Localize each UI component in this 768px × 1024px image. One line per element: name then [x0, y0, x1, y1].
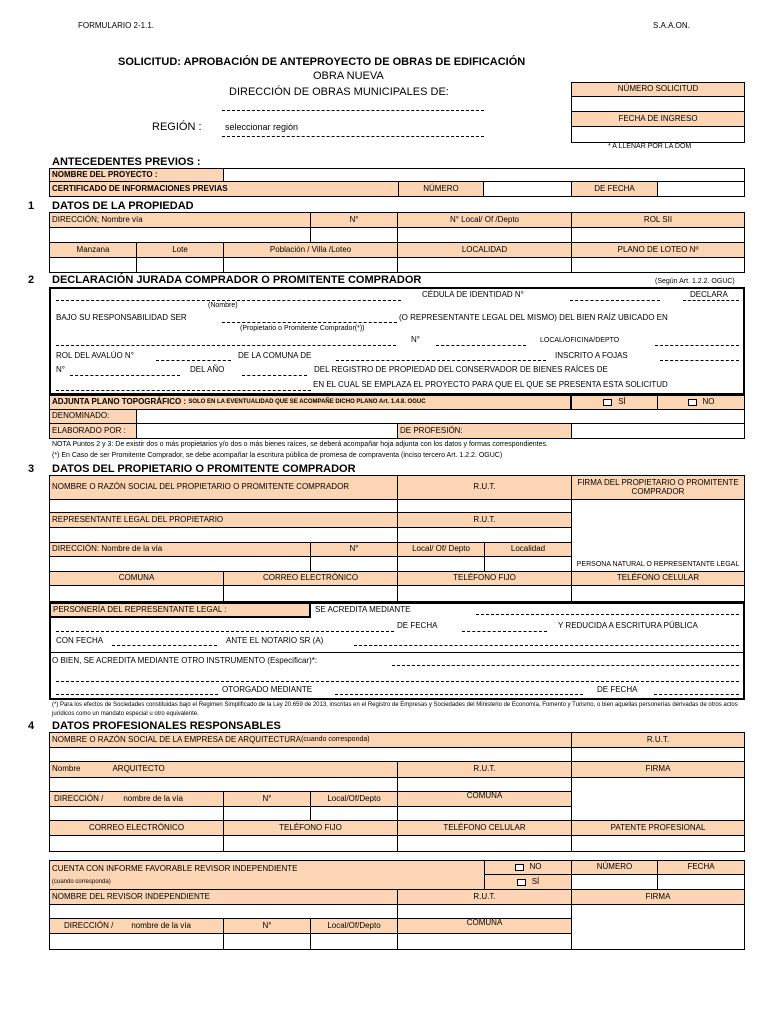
- rol-label: ROL SII: [571, 212, 745, 228]
- prop-direccion-input[interactable]: [49, 556, 311, 572]
- calidad-field[interactable]: [222, 322, 397, 323]
- bien-local-label: LOCAL/OFICINA/DEPTO: [540, 337, 620, 344]
- arq-local-input[interactable]: [310, 806, 398, 821]
- arq-patente-input[interactable]: [571, 835, 745, 852]
- local-label: N° Local/ Of /Depto: [397, 212, 572, 228]
- personeria-divider: [49, 652, 745, 653]
- region-select[interactable]: seleccionar región: [225, 122, 299, 132]
- manzana-label: Manzana: [49, 242, 137, 258]
- rev-local-input[interactable]: [310, 933, 398, 950]
- representante-rut-label: R.U.T.: [397, 512, 572, 528]
- arq-celular-input[interactable]: [397, 835, 572, 852]
- poblacion-input[interactable]: [223, 257, 398, 273]
- prop-direccion-label: DIRECCIÓN: Nombre de la vía: [49, 542, 311, 557]
- firma-propietario-box[interactable]: [571, 499, 745, 572]
- empresa-cuando: (cuando corresponda): [301, 736, 370, 744]
- region-line: [222, 136, 484, 137]
- rev-numero-input[interactable]: [223, 933, 311, 950]
- empresa-label-text: NOMBRE O RAZÓN SOCIAL DE LA EMPRESA DE ARQUITECTURA: [52, 734, 302, 744]
- representante-label: REPRESENTANTE LEGAL DEL PROPIETARIO: [49, 512, 398, 528]
- certificado-label: CERTIFICADO DE INFORMACIONES PREVIAS: [49, 181, 399, 197]
- prop-local-label: Local/ Of/ Depto: [397, 542, 485, 557]
- numero-solicitud-label: NÚMERO SOLICITUD: [571, 82, 745, 97]
- empresa-rut-label: R.U.T.: [571, 732, 745, 748]
- dom-field[interactable]: [222, 110, 484, 111]
- arq-direccion-label: [49, 791, 224, 807]
- nombre-proyecto-input[interactable]: [223, 168, 745, 182]
- cedula-field[interactable]: [570, 300, 660, 301]
- bajo-label: BAJO SU RESPONSABILIDAD SER: [56, 313, 187, 322]
- plano-no-option[interactable]: [657, 395, 745, 410]
- region-label: REGIÓN :: [152, 121, 202, 133]
- revisor-fecha-input[interactable]: [657, 874, 745, 890]
- revisor-informe-label: [49, 860, 485, 890]
- prop-comuna-input[interactable]: [49, 585, 224, 602]
- prop-local-input[interactable]: [397, 556, 485, 572]
- revisor-numero-label: NÚMERO: [571, 860, 658, 875]
- arquitecto-firma-label: FIRMA: [571, 761, 745, 778]
- anio-field[interactable]: [242, 375, 307, 376]
- otro-instrumento-field[interactable]: [392, 665, 739, 666]
- arquitecto-nombre-text: Nombre: [52, 764, 81, 774]
- nota-1: NOTA Puntos 2 y 3: De existir dos o más propietarios y/o dos o más bienes raíces, se deberá acompañar hoja adjunta con los datos y formas correspondientes.: [52, 441, 548, 448]
- arq-correo-label: CORREO ELECTRÓNICO: [49, 820, 224, 836]
- representante-label: (O REPRESENTANTE LEGAL DEL MISMO) DEL BIEN RAÍZ UBICADO EN: [399, 313, 668, 322]
- plano-input[interactable]: [571, 257, 745, 273]
- propietario-rut-input[interactable]: [397, 499, 572, 513]
- adjunta-plano-note: SOLO EN LA EVENTUALIDAD QUE SE ACOMPAÑE DICHO PLANO Art. 1.4.8. OGUC: [188, 399, 426, 406]
- rol-avaluo-label: ROL DEL AVALÚO N°: [56, 351, 134, 360]
- revisor-nombre-input[interactable]: [49, 904, 398, 919]
- revisor-si-label: SÍ: [531, 876, 540, 886]
- org-code: S.A.A.ON.: [653, 21, 690, 30]
- numero-solicitud-input[interactable]: [571, 96, 745, 112]
- acredita-field[interactable]: [476, 614, 739, 615]
- nombre-hint: (Nombre): [208, 302, 238, 309]
- otorgado-pre-field[interactable]: [56, 694, 218, 695]
- nota-2: (*) En Caso de ser Promitente Comprador, se debe acompañar la escritura pública de promesa de compraventa (inciso tercero Art. 1.2.2. OGUC): [52, 452, 503, 459]
- dom-label: DIRECCIÓN DE OBRAS MUNICIPALES DE:: [229, 86, 449, 98]
- rol-input[interactable]: [571, 227, 745, 243]
- plano-no-checkbox[interactable]: [688, 399, 697, 406]
- prop-numero-input[interactable]: [310, 556, 398, 572]
- rev-direccion-label: [49, 918, 224, 934]
- cip-fecha-input[interactable]: [657, 181, 745, 197]
- cip-numero-label: NÚMERO: [398, 181, 484, 197]
- section-4-title: DATOS PROFESIONALES RESPONSABLES: [52, 720, 281, 732]
- prop-localidad-label: Localidad: [484, 542, 572, 557]
- prop-numero-label: N°: [310, 542, 398, 557]
- direccion-bien-field[interactable]: [56, 345, 396, 346]
- arq-celular-label: TELÉFONO CELULAR: [397, 820, 572, 836]
- antecedentes-title: ANTECEDENTES PREVIOS :: [52, 156, 201, 168]
- prop-correo-label: CORREO ELECTRÓNICO: [223, 571, 398, 586]
- firma-propietario-label: FIRMA DEL PROPIETARIO O PROMITENTE COMPRADOR: [571, 475, 745, 500]
- acredita-label: SE ACREDITA MEDIANTE: [315, 605, 411, 614]
- otorgado-fecha-label: DE FECHA: [597, 685, 638, 694]
- direccion-label: DIRECCIÓN; Nombre vía: [49, 212, 311, 228]
- conservador-field[interactable]: [56, 390, 311, 391]
- plano-si-checkbox[interactable]: [603, 399, 612, 406]
- arq-comuna-input[interactable]: [397, 806, 572, 821]
- arq-fijo-label: TELÉFONO FIJO: [223, 820, 398, 836]
- dom-note: * A LLENAR POR LA DOM: [608, 143, 692, 150]
- notario-label: ANTE EL NOTARIO SR (A): [226, 636, 324, 645]
- empresa-input[interactable]: [49, 747, 572, 762]
- otorgado-label: OTORGADO MEDIANTE: [222, 685, 313, 694]
- plano-no-label: NO: [702, 397, 715, 407]
- comuna-field[interactable]: [336, 360, 546, 361]
- prop-celular-label: TELÉFONO CELULAR: [571, 571, 745, 586]
- inscripcion-numero-field[interactable]: [70, 375, 180, 376]
- localidad-input[interactable]: [397, 257, 572, 273]
- propietario-nombre-label: NOMBRE O RAZÓN SOCIAL DEL PROPIETARIO O PROMITENTE COMPRADOR: [49, 475, 398, 500]
- revisor-nombre-label: NOMBRE DEL REVISOR INDEPENDIENTE: [49, 889, 398, 905]
- rev-comuna-label: COMUNA: [397, 918, 572, 934]
- bien-numero-field[interactable]: [436, 345, 526, 346]
- fojas-label: INSCRITO A FOJAS: [555, 351, 628, 360]
- prop-fijo-input[interactable]: [397, 585, 572, 602]
- section-3-number: 3: [28, 463, 35, 475]
- prop-celular-input[interactable]: [571, 585, 745, 602]
- empresa-rut-input[interactable]: [571, 747, 745, 762]
- revisor-no-checkbox[interactable]: [515, 864, 524, 871]
- declara-line: [683, 300, 739, 301]
- elaborado-input[interactable]: [136, 423, 398, 439]
- fecha-ingreso-label: FECHA DE INGRESO: [571, 111, 745, 127]
- cip-fecha-label: DE FECHA: [571, 181, 658, 197]
- denominado-input[interactable]: [136, 409, 745, 424]
- revisor-cuando: (cuando corresponda): [52, 878, 111, 885]
- comuna-label: DE LA COMUNA DE: [238, 351, 312, 360]
- revisor-rut-input[interactable]: [397, 904, 572, 919]
- persona-natural-label: PERSONA NATURAL O REPRESENTANTE LEGAL: [576, 561, 740, 569]
- lote-input[interactable]: [136, 257, 224, 273]
- revisor-firma-label: FIRMA: [571, 889, 745, 905]
- section-2-number: 2: [28, 274, 35, 286]
- declaracion-box: [49, 287, 745, 395]
- arq-fijo-input[interactable]: [223, 835, 398, 852]
- arq-comuna-label: COMUNA: [397, 791, 572, 807]
- emplaza-label: EN EL CUAL SE EMPLAZA EL PROYECTO PARA QUE EL QUE SE PRESENTA ESTA SOLICITUD: [313, 380, 668, 389]
- arquitecto-firma-box[interactable]: [571, 777, 745, 821]
- representante-input[interactable]: [49, 527, 398, 543]
- arquitecto-rut-label: R.U.T.: [397, 761, 572, 778]
- empresa-label: [49, 732, 572, 748]
- revisor-numero-input[interactable]: [571, 874, 658, 890]
- revisor-si-option[interactable]: [484, 874, 572, 890]
- bien-numero-label: N°: [411, 335, 420, 344]
- plano-label: PLANO DE LOTEO Nº: [571, 242, 745, 258]
- revisor-rut-label: R.U.T.: [397, 889, 572, 905]
- direccion-input[interactable]: [49, 227, 311, 243]
- revisor-firma-box[interactable]: [571, 904, 745, 950]
- numero-label: N°: [310, 212, 398, 228]
- profesion-input[interactable]: [571, 423, 745, 439]
- section-3-title: DATOS DEL PROPIETARIO O PROMITENTE COMPRADOR: [52, 463, 356, 475]
- numero-input[interactable]: [310, 227, 398, 243]
- arq-patente-label: PATENTE PROFESIONAL: [571, 820, 745, 836]
- otro-instrumento-label: O BIEN, SE ACREDITA MEDIANTE OTRO INSTRUMENTO (Especificar)*:: [52, 656, 318, 665]
- cedula-label: CÉDULA DE IDENTIDAD N°: [422, 290, 524, 299]
- nombre-proyecto-label: NOMBRE DEL PROYECTO :: [49, 168, 224, 182]
- arq-numero-input[interactable]: [223, 806, 311, 821]
- revisor-no-label: NO: [529, 862, 542, 872]
- acredita-field-2[interactable]: [56, 631, 394, 632]
- personeria-fecha-field[interactable]: [462, 631, 547, 632]
- adjunta-plano-text: ADJUNTA PLANO TOPOGRÁFICO :: [52, 397, 187, 407]
- arquitecto-rut-input[interactable]: [397, 777, 572, 792]
- local-input[interactable]: [397, 227, 572, 243]
- rev-via-text: nombre de la vía: [131, 920, 191, 930]
- revisor-informe-text: CUENTA CON INFORME FAVORABLE REVISOR INDEPENDIENTE: [52, 863, 298, 873]
- denominado-label: DENOMINADO:: [49, 409, 137, 424]
- localidad-label: LOCALIDAD: [397, 242, 572, 258]
- adjunta-plano-label: [49, 395, 571, 410]
- page-title: SOLICITUD: APROBACIÓN DE ANTEPROYECTO DE OBRAS DE EDIFICACIÓN: [118, 56, 526, 68]
- registro-label: DEL REGISTRO DE PROPIEDAD DEL CONSERVADOR DE BIENES RAÍCES DE: [314, 365, 608, 374]
- prop-comuna-label: COMUNA: [49, 571, 224, 586]
- form-code: FORMULARIO 2-1.1.: [78, 21, 155, 30]
- sociedades-note: (*) Para los efectos de Sociedades constituidas bajo el Regimen Simplificado de la Ley 20.659 de 2013, inscritas en el Registro de Empresas y Sociedades del Ministerio de Economía, Fomento y Turismo, o bien aquellas personerías derivadas de otros actos jurídicos como un mandato especial u otro equivalente.: [52, 702, 738, 717]
- arq-via-text: nombre de la vía: [123, 793, 183, 803]
- propietario-nombre-input[interactable]: [49, 499, 398, 513]
- lote-label: Lote: [136, 242, 224, 258]
- notario-field[interactable]: [354, 645, 739, 646]
- arq-numero-label: N°: [223, 791, 311, 807]
- fojas-field[interactable]: [660, 360, 739, 361]
- revisor-si-checkbox[interactable]: [517, 879, 526, 886]
- arq-local-label: Local/Of/Depto: [310, 791, 398, 807]
- revisor-no-option[interactable]: [484, 860, 572, 875]
- declara-label: DECLARA: [690, 290, 728, 299]
- reducida-label: Y REDUCIDA A ESCRITURA PÚBLICA: [558, 621, 698, 630]
- rev-direccion-input[interactable]: [49, 933, 224, 950]
- con-fecha-field[interactable]: [112, 645, 217, 646]
- arq-direccion-input[interactable]: [49, 806, 224, 821]
- section-4-number: 4: [28, 720, 35, 732]
- page-subtitle: OBRA NUEVA: [313, 70, 384, 82]
- bien-local-field[interactable]: [655, 345, 739, 346]
- profesion-label: DE PROFESIÓN:: [397, 423, 572, 439]
- arq-correo-input[interactable]: [49, 835, 224, 852]
- personeria-fecha-label: DE FECHA: [397, 621, 438, 630]
- otorgado-field[interactable]: [335, 694, 583, 695]
- revisor-fecha-label: FECHA: [657, 860, 745, 875]
- elaborado-label: ELABORADO POR :: [49, 423, 137, 439]
- rev-numero-label: N°: [223, 918, 311, 934]
- rev-direccion-text: DIRECCIÓN /: [64, 920, 114, 930]
- representante-rut-input[interactable]: [397, 527, 572, 543]
- section-1-number: 1: [28, 200, 35, 212]
- inscripcion-numero-label: N°: [56, 365, 65, 374]
- plano-si-label: SÍ: [618, 397, 626, 407]
- propietario-rut-label: R.U.T.: [397, 475, 572, 500]
- manzana-input[interactable]: [49, 257, 137, 273]
- otorgado-fecha-field[interactable]: [654, 694, 739, 695]
- con-fecha-label: CON FECHA: [56, 636, 104, 645]
- otro-instrumento-field-2[interactable]: [56, 681, 739, 682]
- section-1-title: DATOS DE LA PROPIEDAD: [52, 200, 194, 212]
- anio-label: DEL AÑO: [190, 365, 225, 374]
- propietario-hint: (Propietario o Promitente Comprador(*)): [240, 325, 365, 332]
- rev-comuna-input[interactable]: [397, 933, 572, 950]
- cip-numero-input[interactable]: [483, 181, 572, 197]
- prop-fijo-label: TELÉFONO FIJO: [397, 571, 572, 586]
- arquitecto-input[interactable]: [49, 777, 398, 792]
- rol-avaluo-field[interactable]: [156, 360, 231, 361]
- poblacion-label: Población / Villa /Loteo: [223, 242, 398, 258]
- section-2-ref: (Según Art. 1.2.2. OGUC): [655, 278, 735, 285]
- personeria-label: PERSONERÍA DEL REPRESENTANTE LEGAL :: [49, 602, 311, 618]
- rev-local-label: Local/Of/Depto: [310, 918, 398, 934]
- plano-si-option[interactable]: [571, 395, 658, 410]
- prop-correo-input[interactable]: [223, 585, 398, 602]
- section-2-title: DECLARACIÓN JURADA COMPRADOR O PROMITENTE COMPRADOR: [52, 274, 422, 286]
- fecha-ingreso-input[interactable]: [571, 126, 745, 143]
- arquitecto-text: ARQUITECTO: [112, 764, 165, 774]
- prop-localidad-input[interactable]: [484, 556, 572, 572]
- declarante-nombre-field[interactable]: [56, 300, 401, 301]
- arquitecto-label: [49, 761, 398, 778]
- arq-direccion-text: DIRECCIÓN /: [54, 793, 104, 803]
